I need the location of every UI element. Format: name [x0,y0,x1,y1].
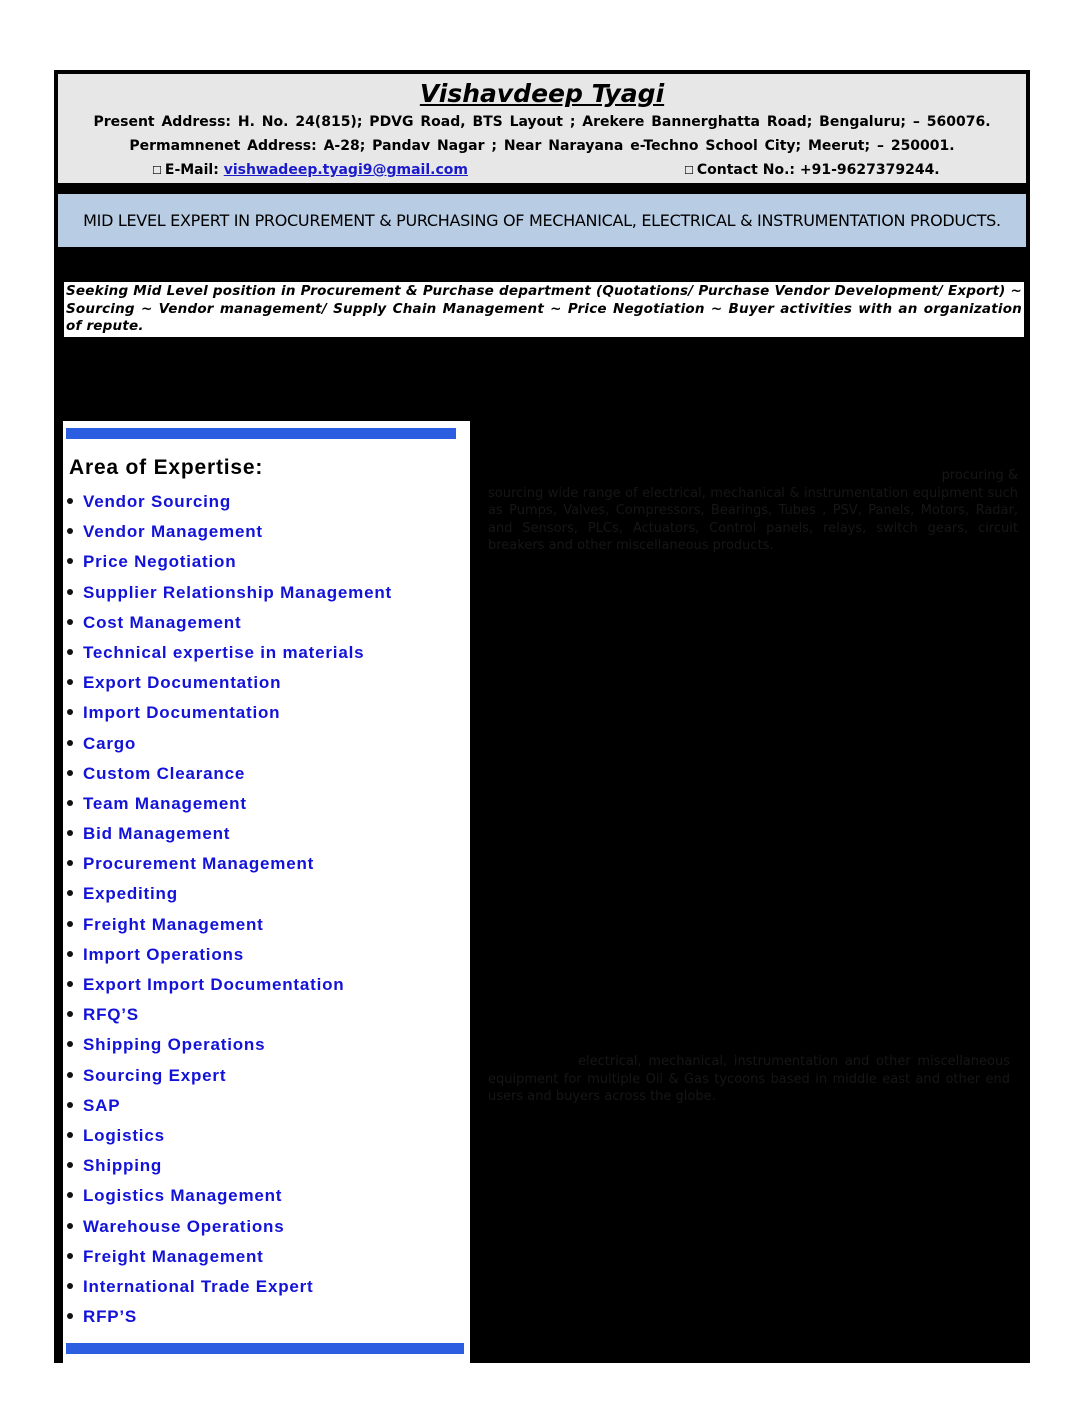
expertise-item-label: Bid Management [83,824,231,844]
bottom-divider-bar [66,1343,464,1354]
expertise-item-label: Vendor Management [83,522,263,542]
bullet-icon [67,1102,73,1108]
bullet-icon [67,860,73,866]
expertise-item [63,879,470,909]
phone-block [684,158,940,183]
bullet-icon [67,1223,73,1229]
bullet-icon [67,951,73,957]
profile-headline: MID LEVEL EXPERT IN PROCUREMENT & PURCHASING OF MECHANICAL, ELECTRICAL & INSTRUMENTATION PRODUCTS. [58,194,1026,247]
bullet-icon [67,921,73,927]
expertise-item-label: Custom Clearance [83,763,246,783]
checkbox-icon: ☐ [152,164,162,177]
bullet-icon [67,1072,73,1078]
expertise-item-label: Price Negotiation [83,552,237,572]
bullet-icon [67,890,73,896]
expertise-item-label: Sourcing Expert [83,1065,227,1085]
bullet-icon [67,619,73,625]
expertise-item-label: RFQ’S [83,1005,139,1025]
expertise-item-label: Vendor Sourcing [83,492,232,511]
expertise-item [63,1061,470,1091]
expertise-item-label: Cargo [83,733,137,753]
present-address: Present Address: H. No. 24(815); PDVG Road, BTS Layout ; Arekere Bannerghatta Road; Bengaluru; – 560076. [93,114,991,130]
expertise-item [63,1000,470,1030]
bullet-icon [67,770,73,776]
summary-paragraph-1-rest: sourcing wide range of electrical, mechanical & instrumentation equipment such as Pumps, Valves, Compressors, Bearings, Tubes , PSV, Panels, Motors, Radar, and Sensors, PLCs, Actuators, Control panels, relays, switch gears, circuit breakers and other miscellaneous products. [488,485,1018,553]
expertise-item [63,1302,470,1332]
bullet-icon [67,1313,73,1319]
expertise-item [63,789,470,819]
expertise-item [63,1272,470,1302]
expertise-item [63,668,470,698]
email-block [152,158,468,183]
bullet-icon [67,1162,73,1168]
resume-header [58,74,1026,183]
email-link[interactable]: vishwadeep.tyagi9@gmail.com [223,162,468,178]
summary-paragraph-2 [488,1053,1010,1106]
contact-line [58,158,1026,182]
expertise-list [63,487,470,1332]
contact-label: Contact No.: [696,162,795,178]
bullet-icon [67,679,73,685]
expertise-item-label: Team Management [83,793,247,813]
expertise-item-label: International Trade Expert [83,1276,314,1296]
expertise-item [63,1181,470,1211]
permanent-address: Permamnenet Address: A-28; Pandav Nagar ; Near Narayana e-Techno School City; Meerut; – 250001. [129,138,955,154]
expertise-item [63,1151,470,1181]
expertise-item-label: Import Operations [83,944,244,964]
candidate-name: Vishavdeep Tyagi [419,79,665,108]
bullet-icon [67,498,73,504]
bullet-icon [67,528,73,534]
expertise-title: Area of Expertise: [69,456,264,479]
contact-number: +91-9627379244. [799,162,940,178]
bullet-icon [67,740,73,746]
expertise-panel [63,421,470,1363]
expertise-item-label: Logistics Management [83,1186,283,1206]
summary-paragraph-2-text: electrical, mechanical, instrumentation and other miscellaneous equipment for multiple Oil & Gas tycoons based in middle east and other end users and buyers across the globe. [488,1054,1010,1104]
expertise-item-label: Shipping Operations [83,1035,266,1055]
expertise-item [63,729,470,759]
expertise-item-label: Export Documentation [83,673,282,693]
expertise-item [63,940,470,970]
expertise-item [63,1030,470,1060]
expertise-item-label: SAP [83,1095,121,1115]
bullet-icon [67,558,73,564]
expertise-item-label: Export Import Documentation [83,975,345,994]
expertise-item-label: Import Documentation [83,703,281,723]
bullet-icon [67,800,73,806]
expertise-item-label: Freight Management [83,914,264,934]
bullet-icon [67,1132,73,1138]
expertise-item [63,1121,470,1151]
expertise-item-label: Logistics [83,1125,165,1145]
expertise-item [63,819,470,849]
expertise-item-label: RFP’S [83,1307,138,1327]
summary-paragraph-1-start: procuring & [941,468,1018,483]
bullet-icon [67,589,73,595]
expertise-item [63,1242,470,1272]
expertise-item [63,1212,470,1242]
expertise-item [63,1091,470,1121]
resume-page [54,70,1030,1363]
expertise-item [63,910,470,940]
expertise-item-label: Supplier Relationship Management [83,582,392,602]
expertise-item [63,698,470,728]
expertise-item-label: Warehouse Operations [83,1216,285,1236]
checkbox-icon: ☐ [684,164,694,177]
expertise-item [63,849,470,879]
expertise-item-label: Expediting [83,884,178,904]
bullet-icon [67,1011,73,1017]
bullet-icon [67,981,73,987]
expertise-item [63,608,470,638]
expertise-item [63,547,470,577]
bullet-icon [67,1041,73,1047]
bullet-icon [67,830,73,836]
bullet-icon [67,1192,73,1198]
expertise-item-label: Cost Management [83,612,242,632]
expertise-item [63,578,470,608]
expertise-item-label: Shipping [83,1156,163,1176]
expertise-item-label: Procurement Management [83,854,315,874]
summary-paragraph-1 [488,467,1018,555]
bullet-icon [67,649,73,655]
expertise-item-label: Technical expertise in materials [83,642,365,662]
bullet-icon [67,709,73,715]
expertise-item [63,759,470,789]
email-label: E-Mail: [164,162,219,178]
expertise-item [63,638,470,668]
bullet-icon [67,1283,73,1289]
expertise-item [63,970,470,1000]
expertise-item-label: Freight Management [83,1246,264,1266]
career-objective: Seeking Mid Level position in Procurement & Purchase department (Quotations/ Purchase Vendor Development/ Export) ~ Sourcing ~ Vendor management/ Supply Chain Management ~ Price Negotiation ~ Buyer activities with an organization of repute. [64,282,1024,337]
bullet-icon [67,1253,73,1259]
expertise-item [63,517,470,547]
expertise-item [63,487,470,517]
top-divider-bar [66,428,456,439]
